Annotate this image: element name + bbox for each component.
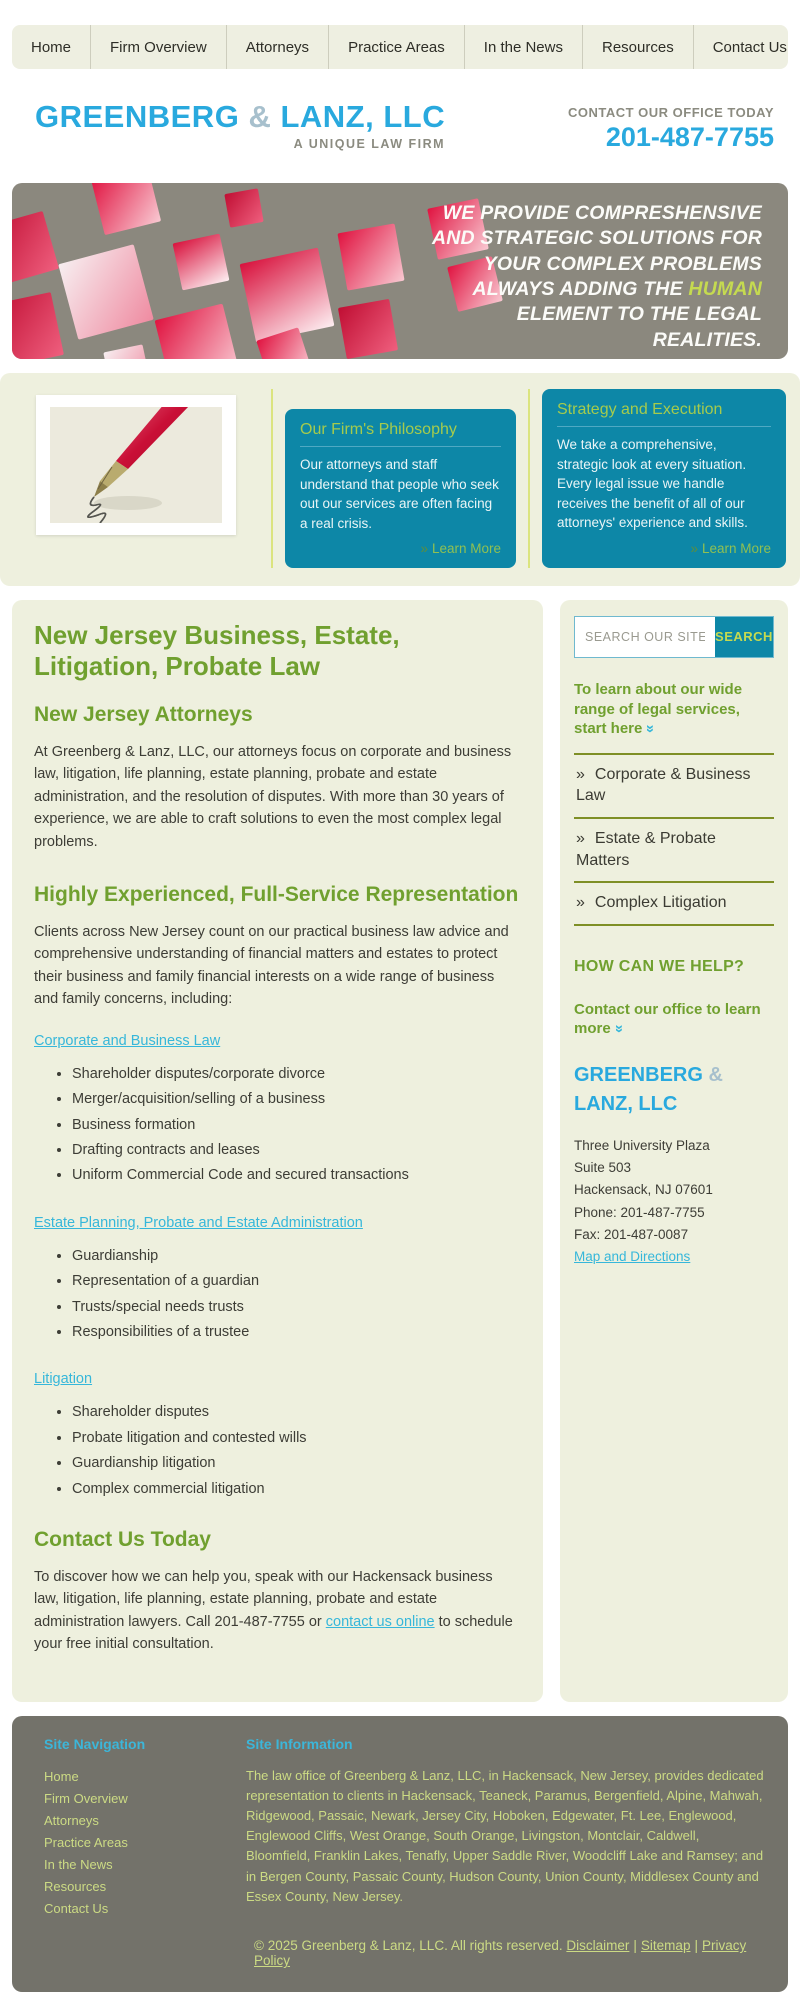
- intro-paragraph: At Greenberg & Lanz, LLC, our attorneys focus on corporate and business law, litigation, life planning, estate planning, probate and estate administration, and the resolution of disputes. With more than 30 years of experience, we are able to craft solutions to even the most complex legal problems.: [34, 743, 512, 850]
- footer-navigation: [36, 1736, 246, 1921]
- address-line: Suite 503: [574, 1159, 632, 1175]
- services-prompt-text: To learn about our wide range of legal services, start here: [574, 681, 743, 738]
- philosophy-learn-more-link[interactable]: [300, 541, 501, 556]
- attorneys-heading: New Jersey Attorneys: [34, 702, 253, 726]
- logo-name: GREENBERG: [35, 99, 240, 134]
- footer-site-information: [246, 1736, 764, 1921]
- footer-info-heading: Site Information: [246, 1735, 353, 1752]
- firm-name: [35, 99, 445, 135]
- footer-link-attorneys[interactable]: Attorneys: [44, 1812, 99, 1828]
- sitemap-link[interactable]: Sitemap: [640, 1938, 691, 1954]
- footer-link-practice-areas[interactable]: Practice Areas: [44, 1835, 128, 1851]
- services-paragraph: Clients across New Jersey count on our practical business law advice and comprehensive understanding of financial matters and estates to protect their business and family financial interests on a wide range of business and family concerns, including:: [34, 923, 509, 1008]
- litigation-link[interactable]: Litigation: [34, 1371, 93, 1388]
- footer-link-in-the-news[interactable]: In the News: [44, 1857, 113, 1873]
- double-arrow-icon: »: [420, 541, 428, 557]
- strategy-learn-more-link[interactable]: [557, 541, 771, 556]
- logo-ampersand: &: [248, 99, 272, 134]
- sidebar-firm-name: [574, 1061, 774, 1119]
- nav-item-in-the-news[interactable]: In the News: [464, 25, 582, 69]
- firm-name-part: GREENBERG: [574, 1063, 703, 1086]
- header-contact: [568, 99, 774, 153]
- disclaimer-link[interactable]: Disclaimer: [566, 1938, 630, 1954]
- philosophy-text: Our attorneys and staff understand that people who seek out our services are often facing a real crisis.: [300, 457, 499, 531]
- address-line: Hackensack, NJ 07601: [574, 1182, 713, 1198]
- firm-tagline: A UNIQUE LAW FIRM: [293, 137, 446, 151]
- contact-prompt-text: Contact our office to learn more: [574, 1000, 761, 1038]
- philosophy-column: [273, 389, 530, 568]
- how-can-we-help-heading: HOW CAN WE HELP?: [574, 957, 745, 975]
- copyright-line: [36, 1938, 764, 1968]
- firm-name-part: LANZ, LLC: [574, 1092, 678, 1115]
- list-item: • Uniform Commercial Code and secured transactions: [72, 1167, 521, 1184]
- site-footer: [12, 1716, 788, 1993]
- page-title: New Jersey Business, Estate, Litigation, Probate Law: [34, 620, 400, 682]
- list-item: • Shareholder disputes/corporate divorce: [72, 1066, 521, 1083]
- double-arrow-icon: »: [576, 829, 585, 847]
- hero-banner: [12, 183, 788, 359]
- strategy-title: Strategy and Execution: [557, 401, 771, 427]
- sidebar-item-complex-litigation[interactable]: [574, 881, 774, 924]
- corporate-business-law-link[interactable]: Corporate and Business Law: [34, 1032, 221, 1049]
- strategy-card: [542, 389, 786, 568]
- practice-link-label: Complex Litigation: [594, 894, 727, 912]
- representation-heading: Highly Experienced, Full-Service Representation: [34, 882, 519, 906]
- estate-list: [72, 1248, 521, 1342]
- list-item: • Responsibilities of a trustee: [72, 1324, 521, 1341]
- sidebar-item-estate-probate-matters[interactable]: [574, 817, 774, 881]
- footer-nav-heading: Site Navigation: [44, 1735, 146, 1752]
- services-prompt: [574, 680, 774, 739]
- site-header: [0, 69, 800, 177]
- list-item: • Shareholder disputes: [72, 1404, 521, 1421]
- map-and-directions-link[interactable]: Map and Directions: [574, 1249, 691, 1265]
- pen-illustration: [50, 407, 222, 523]
- main-content: [12, 600, 543, 1702]
- contact-us-today-heading: Contact Us Today: [34, 1527, 211, 1551]
- contact-us-online-link[interactable]: contact us online: [325, 1613, 435, 1630]
- list-item: • Guardianship litigation: [72, 1455, 521, 1472]
- footer-link-firm-overview[interactable]: Firm Overview: [44, 1790, 128, 1806]
- list-item: • Business formation: [72, 1117, 521, 1134]
- nav-item-practice-areas[interactable]: Practice Areas: [328, 25, 464, 69]
- pen-photo: [36, 395, 236, 535]
- office-address: [574, 1135, 774, 1269]
- hero-tagline: [410, 201, 762, 353]
- top-navigation: [12, 25, 788, 69]
- hero-text-before: WE PROVIDE COMPRESHENSIVE AND STRATEGIC SOLUTIONS FOR YOUR COMPLEX PROBLEMS ALWAYS ADDING THE: [431, 202, 762, 301]
- list-item: • Complex commercial litigation: [72, 1481, 521, 1498]
- learn-more-label: Learn More: [431, 541, 501, 557]
- decorative-squares: [12, 183, 452, 359]
- philosophy-title: Our Firm's Philosophy: [300, 421, 501, 447]
- philosophy-card: [285, 409, 516, 568]
- logo: [35, 99, 445, 151]
- copyright-text: © 2025 Greenberg & Lanz, LLC. All rights reserved.: [254, 1938, 563, 1954]
- hero-highlight-word: HUMAN: [688, 278, 762, 301]
- practice-area-list: [574, 753, 774, 926]
- estate-planning-link[interactable]: Estate Planning, Probate and Estate Administration: [34, 1214, 363, 1231]
- contact-office-prompt: [574, 1000, 774, 1039]
- litigation-list: [72, 1404, 521, 1498]
- nav-item-contact-us[interactable]: Contact Us: [693, 25, 788, 69]
- pen-photo-column: [0, 389, 273, 568]
- practice-link-label: Estate & Probate Matters: [576, 829, 716, 869]
- learn-more-label: Learn More: [701, 540, 771, 556]
- nav-item-resources[interactable]: Resources: [582, 25, 693, 69]
- chevron-down-icon: »: [610, 1024, 628, 1034]
- practice-link-label: Corporate & Business Law: [576, 765, 751, 805]
- chevron-down-icon: »: [642, 724, 660, 734]
- list-item: • Probate litigation and contested wills: [72, 1430, 521, 1447]
- contact-paragraph: [34, 1566, 521, 1656]
- strategy-column: [530, 389, 800, 568]
- contact-label: CONTACT OUR OFFICE TODAY: [567, 105, 774, 120]
- sidebar: [560, 600, 788, 1702]
- footer-link-resources[interactable]: Resources: [44, 1879, 107, 1895]
- corporate-list: [72, 1066, 521, 1185]
- contact-text-before: To discover how we can help you, speak with our Hackensack business law, litigation, life planning, estate planning, probate and estate administration lawyers. Call 201-487-7755 or: [34, 1568, 493, 1630]
- sidebar-item-corporate-business-law[interactable]: [574, 753, 774, 817]
- list-item: • Guardianship: [72, 1248, 521, 1265]
- address-line: Three University Plaza: [574, 1137, 710, 1153]
- list-item: • Merger/acquisition/selling of a business: [72, 1091, 521, 1108]
- feature-strip: [0, 373, 800, 586]
- logo-rest: LANZ, LLC: [280, 99, 446, 134]
- strategy-text: We take a comprehensive, strategic look at every situation. Every legal issue we handle receives the benefit of all of our attorneys' experience and skills.: [557, 437, 748, 531]
- separator: |: [633, 1938, 637, 1954]
- footer-info-text: The law office of Greenberg & Lanz, LLC, in Hackensack, New Jersey, provides dedicated representation to clients in Hackensack, Teaneck, Paramus, Bergenfield, Alpine, Mahwah, Ridgewood, Passaic, Newark, Jersey City, Hoboken, Edgewater, Ft. Lee, Englewood, Englewood Cliffs, West Orange, South Orange, Livingston, Montclair, Caldwell, Bloomfield, Franklin Lakes, Tenafly, Upper Saddle River, Woodcliff Lake and Ramsey; and in Bergen County, Passaic County, Hudson County, Union County, Middlesex County and Essex County, New Jersey.: [246, 1767, 764, 1904]
- nav-item-firm-overview[interactable]: Firm Overview: [90, 25, 226, 69]
- footer-link-contact-us[interactable]: Contact Us: [44, 1901, 109, 1917]
- phone-number: 201-487-7755: [605, 122, 774, 152]
- list-item: • Drafting contracts and leases: [72, 1142, 521, 1159]
- hero-text-after: ELEMENT TO THE LEGAL REALITIES.: [516, 303, 762, 351]
- double-arrow-icon: »: [690, 540, 698, 556]
- list-item: • Trusts/special needs trusts: [72, 1299, 521, 1316]
- phone-line: Phone: 201-487-7755: [574, 1204, 705, 1220]
- firm-ampersand: &: [708, 1063, 723, 1086]
- footer-link-home[interactable]: Home: [44, 1768, 79, 1784]
- double-arrow-icon: »: [576, 894, 585, 912]
- contact-text-after: to schedule your free initial consultation.: [34, 1613, 513, 1653]
- privacy-policy-link[interactable]: Privacy Policy: [254, 1938, 747, 1969]
- search-input[interactable]: [575, 617, 715, 657]
- fax-line: Fax: 201-487-0087: [574, 1226, 689, 1242]
- site-search: [574, 616, 774, 658]
- separator: |: [694, 1938, 698, 1954]
- nav-item-attorneys[interactable]: Attorneys: [226, 25, 328, 69]
- search-button[interactable]: SEARCH: [715, 617, 773, 657]
- nav-item-home[interactable]: Home: [31, 38, 72, 56]
- main-area: [12, 600, 788, 1702]
- double-arrow-icon: »: [576, 765, 585, 783]
- list-item: • Representation of a guardian: [72, 1273, 521, 1290]
